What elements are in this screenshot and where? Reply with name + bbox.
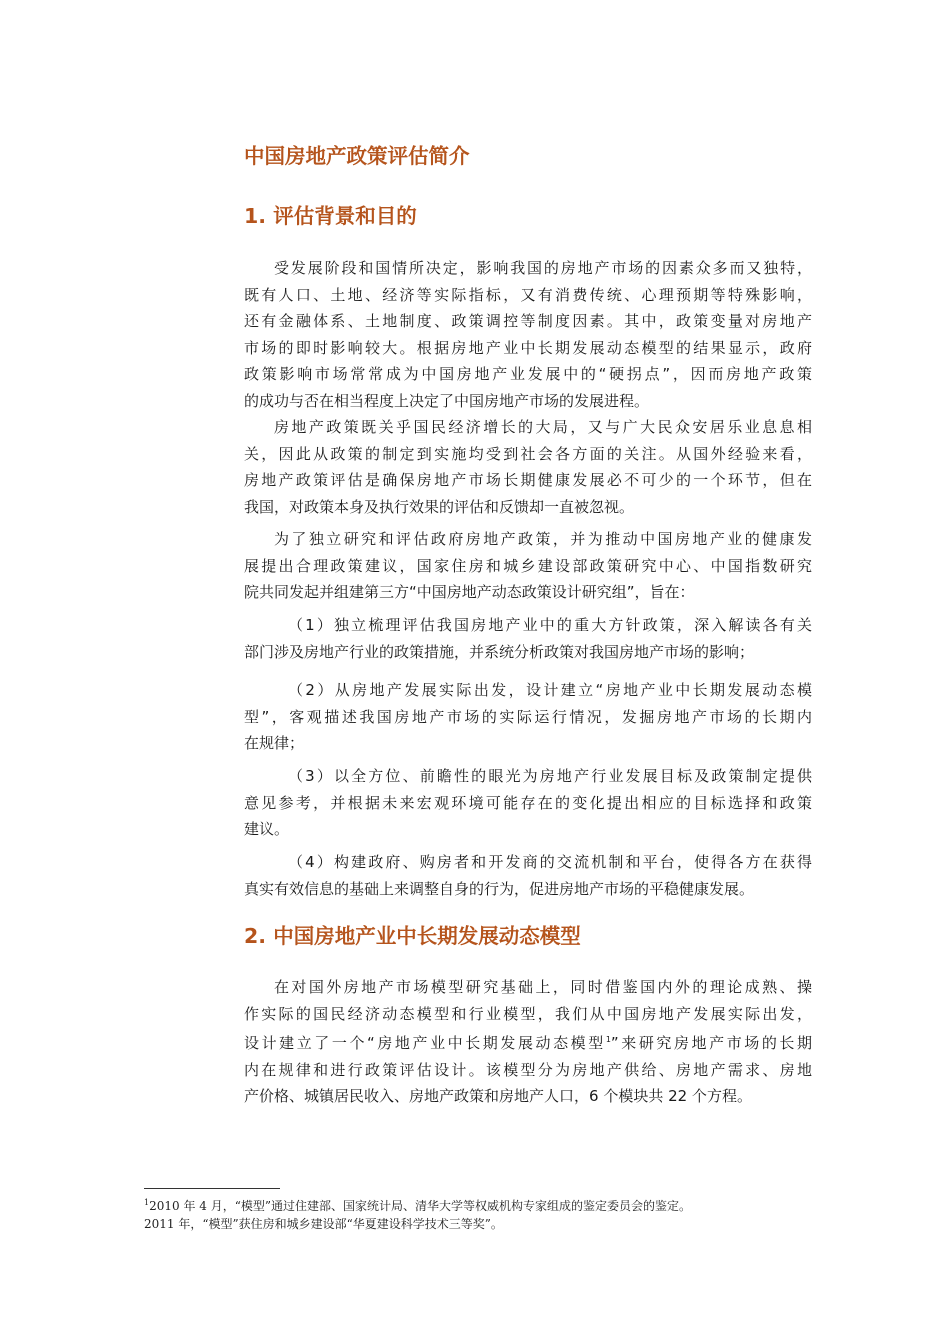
paragraph-importance <box>244 414 812 520</box>
list-item-2 <box>244 677 812 757</box>
paragraph-line: 在规律； <box>244 734 305 752</box>
list-item-4 <box>244 849 812 902</box>
footnote-mark: 1 <box>144 1198 150 1207</box>
paragraph-line: （1）独立梳理评估我国房地产业中的重大方针政策，深入解读各有关 <box>288 616 812 634</box>
paragraph-line: 既有人口、土地、经济等实际指标，又有消费传统、心理预期等特殊影响， <box>244 285 812 304</box>
list-item-3 <box>244 763 812 843</box>
section-heading-2: 2. 中国房地产业中长期发展动态模型 <box>244 924 581 948</box>
section-heading-1: 1. 评估背景和目的 <box>244 204 417 228</box>
paragraph-purpose <box>244 526 812 606</box>
footnote <box>144 1194 814 1233</box>
paragraph-line: 作实际的国民经济动态模型和行业模型，我们从中国房地产发展实际出发， <box>244 1004 812 1023</box>
paragraph-line: 房地产政策既关乎国民经济增长的大局，又与广大民众安居乐业息息相 <box>274 418 812 436</box>
footnote-text: 2010 年 4 月，“模型”通过住建部、国家统计局、清华大学等权威机构专家组成的鉴定委员会的鉴定。 <box>149 1199 691 1213</box>
paragraph-line: 房地产政策评估是确保房地产市场长期健康发展必不可少的一个环节，但在 <box>244 471 812 489</box>
paragraph-line <box>244 1027 812 1057</box>
paragraph-line: 的成功与否在相当程度上决定了中国房地产市场的发展进程。 <box>244 391 650 410</box>
paragraph-line: （2）从房地产发展实际出发，设计建立“房地产业中长期发展动态模 <box>288 681 812 699</box>
paragraph-line: 为了独立研究和评估政府房地产政策，并为推动中国房地产业的健康发 <box>274 530 812 548</box>
paragraph-line: 内在规律和进行政策评估设计。该模型分为房地产供给、房地产需求、房地 <box>244 1060 812 1079</box>
footnote-reference[interactable]: 1 <box>605 1035 611 1044</box>
paragraph-line: 产价格、城镇居民收入、房地产政策和房地产人口，6 个模块共 22 个方程。 <box>244 1087 752 1105</box>
paragraph-line: 真实有效信息的基础上来调整自身的行为，促进房地产市场的平稳健康发展。 <box>244 879 755 898</box>
paragraph-line: 受发展阶段和国情所决定，影响我国的房地产市场的因素众多而又独特， <box>274 259 812 277</box>
paragraph-line-part: ”来研究房地产市场的长期 <box>610 1034 812 1052</box>
paragraph-background <box>244 255 812 414</box>
footnote-divider <box>144 1188 280 1189</box>
footnote-line: 2011 年，“模型”获住房和城乡建设部“华夏建设科学技术三等奖”。 <box>144 1217 503 1231</box>
paragraph-line: 在对国外房地产市场模型研究基础上，同时借鉴国内外的理论成熟、操 <box>274 978 812 996</box>
paragraph-line: 市场的即时影响较大。根据房地产业中长期发展动态模型的结果显示，政府 <box>244 338 812 357</box>
paragraph-line: 意见参考，并根据未来宏观环境可能存在的变化提出相应的目标选择和政策 <box>244 793 812 812</box>
paragraph-line: 展提出合理政策建议，国家住房和城乡建设部政策研究中心、中国指数研究 <box>244 556 812 575</box>
paragraph-line: 院共同发起并组建第三方“中国房地产动态政策设计研究组”，旨在： <box>244 583 695 601</box>
paragraph-model <box>244 974 812 1110</box>
paragraph-line: （3）以全方位、前瞻性的眼光为房地产行业发展目标及政策制定提供 <box>288 767 812 785</box>
paragraph-line: 部门涉及房地产行业的政策措施，并系统分析政策对我国房地产市场的影响； <box>244 642 755 661</box>
paragraph-line: 我国，对政策本身及执行效果的评估和反馈却一直被忽视。 <box>244 497 635 516</box>
paragraph-line: 政策影响市场常常成为中国房地产业发展中的“硬拐点”，因而房地产政策 <box>244 365 812 383</box>
paragraph-line: 还有金融体系、土地制度、政策调控等制度因素。其中，政策变量对房地产 <box>244 312 812 330</box>
paragraph-line: 建议。 <box>244 820 290 838</box>
paragraph-line: （4）构建政府、购房者和开发商的交流机制和平台，使得各方在获得 <box>288 853 812 871</box>
footnote-line <box>144 1194 814 1215</box>
list-item-1 <box>244 612 812 665</box>
paragraph-line-part: 设计建立了一个“房地产业中长期发展动态模型 <box>244 1034 606 1052</box>
document-title: 中国房地产政策评估简介 <box>244 144 470 168</box>
paragraph-line: 关，因此从政策的制定到实施均受到社会各方面的关注。从国外经验来看， <box>244 444 812 463</box>
paragraph-line: 型”，客观描述我国房地产市场的实际运行情况，发掘房地产市场的长期内 <box>244 707 812 726</box>
